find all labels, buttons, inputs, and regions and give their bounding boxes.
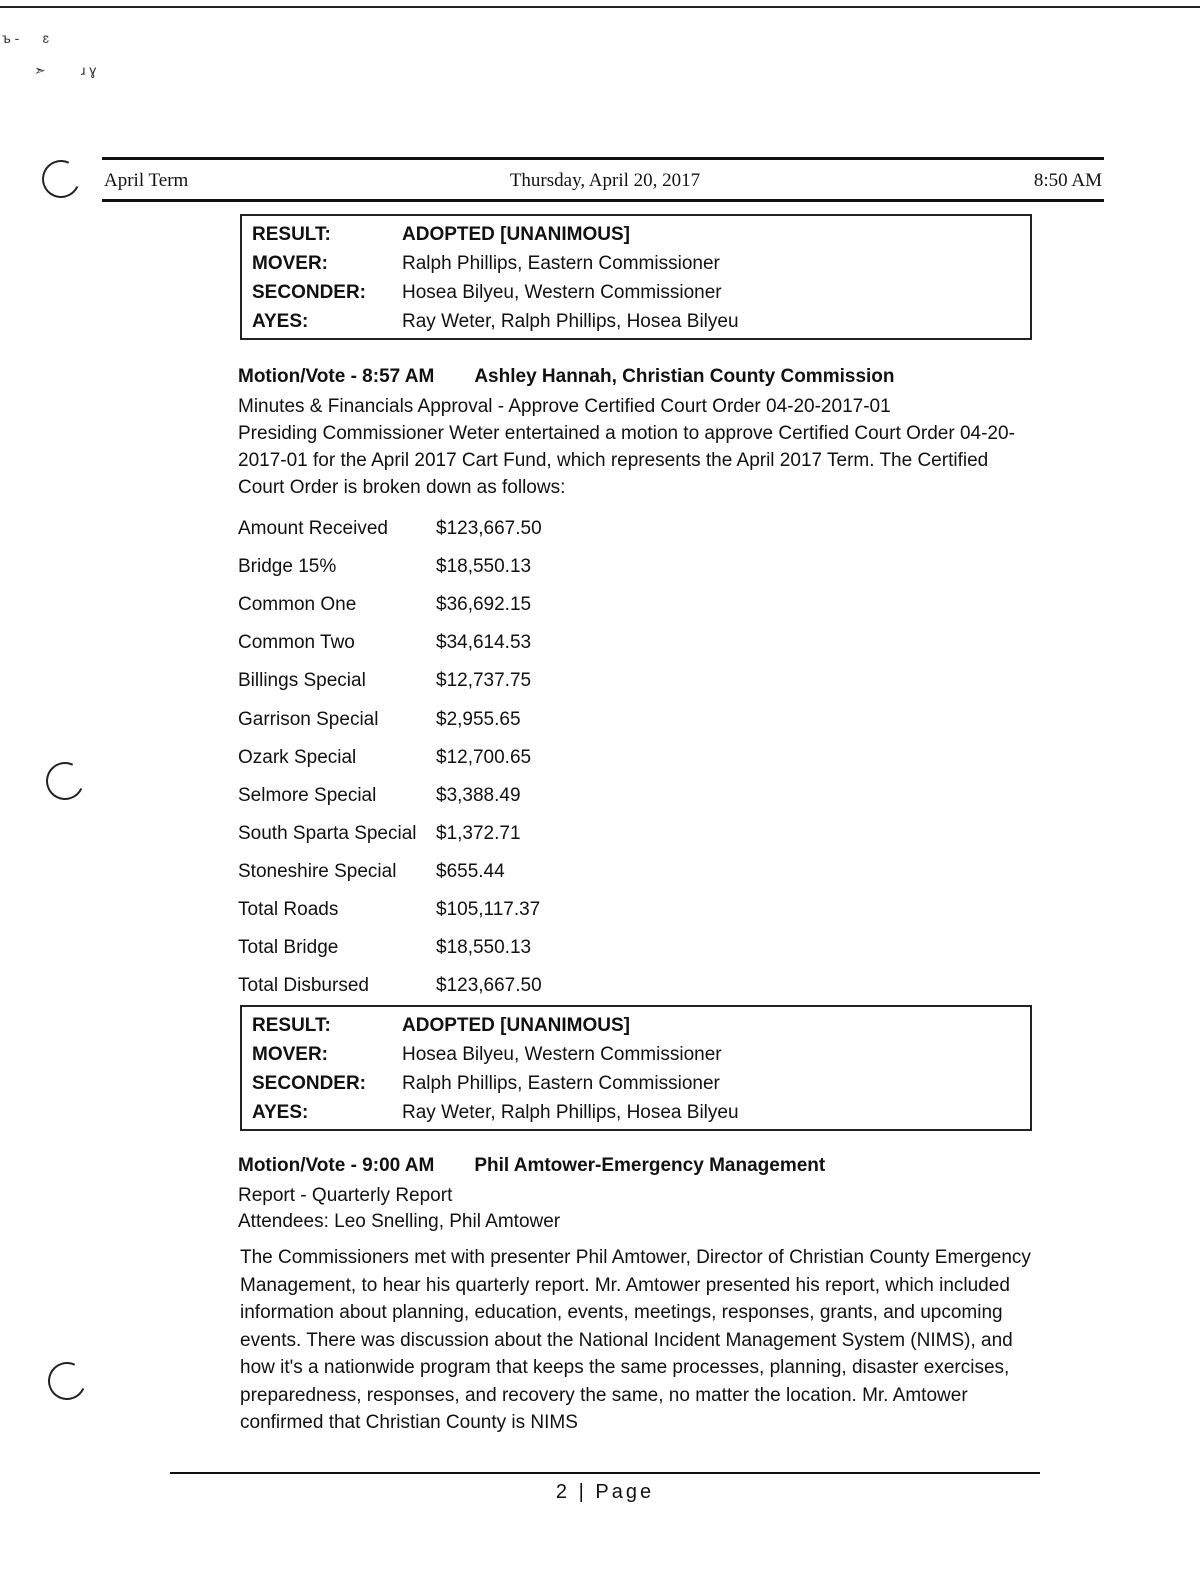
vote-key: SECONDER: (252, 1072, 367, 1094)
fin-value: $2,955.65 (436, 708, 521, 730)
fin-label: Garrison Special (238, 708, 379, 730)
motion-body: Presiding Commissioner Weter entertained a motion to approve Certified Court Order 04-20-2017-01 for the April 2017 Cart Fund, which represents the April 2017 Term. The Certified Court Order is broken down as follows: (238, 423, 1015, 498)
scan-artifact: ъ - ɛ (2, 30, 50, 46)
fin-label: South Sparta Special (238, 822, 417, 844)
vote-value: ADOPTED [UNANIMOUS] (402, 223, 630, 245)
fin-value: $123,667.50 (436, 518, 542, 540)
table-row (238, 777, 542, 815)
vote-result-box (240, 1005, 1032, 1131)
table-row (238, 815, 542, 853)
motion-subject: Report - Quarterly Report (238, 1185, 453, 1206)
fin-value: $36,692.15 (436, 594, 532, 616)
scan-artifact: ➣ ɹ ɣ (34, 62, 97, 78)
vote-key: MOVER: (252, 1043, 328, 1065)
motion-subject: Minutes & Financials Approval - Approve Certified Court Order 04-20-2017-01 (238, 396, 891, 417)
header-term: April Term (104, 170, 189, 191)
fin-label: Billings Special (238, 670, 366, 692)
table-row (238, 739, 542, 777)
vote-row (252, 249, 1020, 278)
vote-value: Hosea Bilyeu, Western Commissioner (402, 281, 722, 303)
vote-value: Ray Weter, Ralph Phillips, Hosea Bilyeu (402, 1101, 739, 1123)
fin-label: Total Bridge (238, 937, 339, 959)
table-row (238, 586, 542, 624)
header-date: Thursday, April 20, 2017 (509, 170, 701, 191)
header-rule (102, 157, 1104, 160)
table-row (238, 853, 542, 891)
vote-key: RESULT: (252, 1014, 331, 1036)
motion-body: The Commissioners met with presenter Phil Amtower, Director of Christian County Emergency Management, to hear his quarterly report. Mr. Amtower presented his report, which included information about planning, education, events, meetings, responses, grants, and upcoming events. There was discussion about the National Incident Management System (NIMS), and how it's a nationwide program that keeps the same processes, planning, disaster exercises, preparedness, responses, and recovery the same, no matter the location. Mr. Amtower confirmed that Christian County is NIMS (240, 1247, 1031, 1433)
fin-label: Selmore Special (238, 784, 377, 806)
table-row (238, 967, 542, 1005)
vote-row (252, 307, 1020, 336)
fin-label: Stoneshire Special (238, 860, 397, 882)
vote-key: AYES: (252, 1101, 309, 1123)
page-number: 2 | Page (555, 1481, 655, 1503)
table-row (238, 700, 542, 738)
fin-label: Amount Received (238, 518, 388, 540)
vote-key: MOVER: (252, 252, 328, 274)
fin-value: $12,737.75 (436, 670, 532, 692)
scan-top-border (0, 6, 1200, 8)
header-time: 8:50 AM (1033, 170, 1102, 191)
fin-value: $1,372.71 (436, 822, 521, 844)
vote-row (252, 1098, 1020, 1127)
vote-key: AYES: (252, 310, 309, 332)
vote-result-box (240, 214, 1032, 340)
financials-table (238, 510, 542, 1005)
motion-label: Motion/Vote - 8:57 AM (238, 366, 435, 387)
vote-row (252, 1011, 1020, 1040)
footer-rule (170, 1472, 1040, 1474)
vote-row (252, 220, 1020, 249)
header-rule (102, 199, 1104, 202)
motion-presenter: Phil Amtower-Emergency Management (474, 1155, 826, 1176)
vote-row (252, 1069, 1020, 1098)
motion-presenter: Ashley Hannah, Christian County Commission (474, 366, 895, 387)
vote-key: RESULT: (252, 223, 331, 245)
fin-label: Common One (238, 594, 357, 616)
fin-label: Common Two (238, 632, 355, 654)
vote-key: SECONDER: (252, 281, 367, 303)
punch-hole-icon (41, 757, 90, 806)
vote-row (252, 278, 1020, 307)
fin-value: $12,700.65 (436, 746, 532, 768)
vote-value: Hosea Bilyeu, Western Commissioner (402, 1043, 722, 1065)
fin-value: $655.44 (436, 860, 505, 882)
motion-heading (238, 1155, 825, 1177)
table-row (238, 548, 542, 586)
table-row (238, 510, 542, 548)
fin-value: $18,550.13 (436, 937, 532, 959)
fin-value: $18,550.13 (436, 556, 532, 578)
fin-label: Bridge 15% (238, 556, 337, 578)
vote-value: Ralph Phillips, Eastern Commissioner (402, 1072, 720, 1094)
motion-attendees: Attendees: Leo Snelling, Phil Amtower (238, 1211, 561, 1232)
vote-value: Ray Weter, Ralph Phillips, Hosea Bilyeu (402, 310, 739, 332)
table-row (238, 891, 542, 929)
fin-value: $34,614.53 (436, 632, 532, 654)
fin-label: Ozark Special (238, 746, 357, 768)
vote-value: Ralph Phillips, Eastern Commissioner (402, 252, 720, 274)
punch-hole-icon (43, 1357, 92, 1406)
vote-row (252, 1040, 1020, 1069)
fin-value: $123,667.50 (436, 975, 542, 997)
motion-heading (238, 366, 895, 388)
table-row (238, 624, 542, 662)
fin-label: Total Roads (238, 898, 339, 920)
table-row (238, 929, 542, 967)
fin-label: Total Disbursed (238, 975, 369, 997)
fin-value: $105,117.37 (436, 898, 541, 920)
motion-label: Motion/Vote - 9:00 AM (238, 1155, 435, 1176)
fin-value: $3,388.49 (436, 784, 521, 806)
table-row (238, 662, 542, 700)
vote-value: ADOPTED [UNANIMOUS] (402, 1014, 630, 1036)
